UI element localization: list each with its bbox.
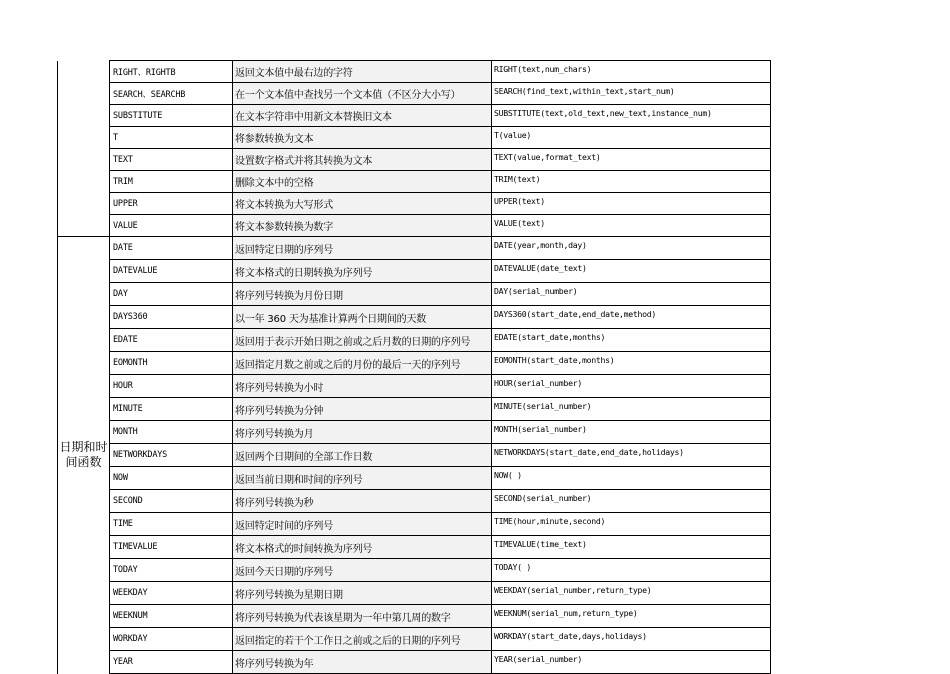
table-row <box>58 490 771 513</box>
syntax-cell[interactable]: WEEKNUM(serial_num,return_type) <box>492 605 771 628</box>
syntax-cell[interactable]: TRIM(text) <box>492 171 771 193</box>
table-row <box>58 306 771 329</box>
function-name-cell[interactable]: NETWORKDAYS <box>110 444 233 467</box>
description-cell[interactable]: 将序列号转换为代表该星期为一年中第几周的数字 <box>233 605 492 628</box>
table-row <box>58 582 771 605</box>
table-row <box>58 375 771 398</box>
table-row <box>58 260 771 283</box>
description-cell[interactable]: 将文本格式的日期转换为序列号 <box>233 260 492 283</box>
function-name-cell[interactable]: YEAR <box>110 651 233 674</box>
description-cell[interactable]: 在一个文本值中查找另一个文本值（不区分大小写） <box>233 83 492 105</box>
syntax-cell[interactable]: DAY(serial_number) <box>492 283 771 306</box>
syntax-cell[interactable]: NETWORKDAYS(start_date,end_date,holidays) <box>492 444 771 467</box>
category-cell[interactable]: 日期和时间函数 <box>58 237 110 674</box>
function-name-cell[interactable]: HOUR <box>110 375 233 398</box>
table-row <box>58 513 771 536</box>
description-cell[interactable]: 返回指定的若干个工作日之前或之后的日期的序列号 <box>233 628 492 651</box>
syntax-cell[interactable]: SEARCH(find_text,within_text,start_num) <box>492 83 771 105</box>
description-cell[interactable]: 将参数转换为文本 <box>233 127 492 149</box>
description-cell[interactable]: 返回特定日期的序列号 <box>233 237 492 260</box>
function-name-cell[interactable]: TODAY <box>110 559 233 582</box>
syntax-cell[interactable]: NOW( ) <box>492 467 771 490</box>
function-table-body <box>58 61 771 674</box>
syntax-cell[interactable]: TIMEVALUE(time_text) <box>492 536 771 559</box>
table-row <box>58 83 771 105</box>
function-name-cell[interactable]: UPPER <box>110 193 233 215</box>
table-row <box>58 628 771 651</box>
table-row <box>58 398 771 421</box>
description-cell[interactable]: 返回特定时间的序列号 <box>233 513 492 536</box>
function-name-cell[interactable]: TIMEVALUE <box>110 536 233 559</box>
description-cell[interactable]: 返回用于表示开始日期之前或之后月数的日期的序列号 <box>233 329 492 352</box>
syntax-cell[interactable]: T(value) <box>492 127 771 149</box>
description-cell[interactable]: 将序列号转换为月 <box>233 421 492 444</box>
table-row <box>58 171 771 193</box>
syntax-cell[interactable]: UPPER(text) <box>492 193 771 215</box>
function-name-cell[interactable]: SECOND <box>110 490 233 513</box>
table-row <box>58 61 771 83</box>
function-name-cell[interactable]: MONTH <box>110 421 233 444</box>
syntax-cell[interactable]: MONTH(serial_number) <box>492 421 771 444</box>
description-cell[interactable]: 将文本参数转换为数字 <box>233 215 492 237</box>
function-name-cell[interactable]: T <box>110 127 233 149</box>
description-cell[interactable]: 返回文本值中最右边的字符 <box>233 61 492 83</box>
table-row <box>58 283 771 306</box>
syntax-cell[interactable]: EOMONTH(start_date,months) <box>492 352 771 375</box>
syntax-cell[interactable]: HOUR(serial_number) <box>492 375 771 398</box>
function-name-cell[interactable]: DATE <box>110 237 233 260</box>
table-row <box>58 651 771 674</box>
function-name-cell[interactable]: WORKDAY <box>110 628 233 651</box>
syntax-cell[interactable]: DATEVALUE(date_text) <box>492 260 771 283</box>
description-cell[interactable]: 删除文本中的空格 <box>233 171 492 193</box>
function-name-cell[interactable]: DAY <box>110 283 233 306</box>
syntax-cell[interactable]: MINUTE(serial_number) <box>492 398 771 421</box>
table-row <box>58 105 771 127</box>
function-name-cell[interactable]: WEEKNUM <box>110 605 233 628</box>
function-name-cell[interactable]: DAYS360 <box>110 306 233 329</box>
syntax-cell[interactable]: TEXT(value,format_text) <box>492 149 771 171</box>
function-name-cell[interactable]: DATEVALUE <box>110 260 233 283</box>
syntax-cell[interactable]: DATE(year,month,day) <box>492 237 771 260</box>
syntax-cell[interactable]: TODAY( ) <box>492 559 771 582</box>
category-cell[interactable] <box>58 61 110 237</box>
syntax-cell[interactable]: YEAR(serial_number) <box>492 651 771 674</box>
description-cell[interactable]: 将序列号转换为年 <box>233 651 492 674</box>
function-name-cell[interactable]: VALUE <box>110 215 233 237</box>
syntax-cell[interactable]: VALUE(text) <box>492 215 771 237</box>
description-cell[interactable]: 返回当前日期和时间的序列号 <box>233 467 492 490</box>
function-name-cell[interactable]: EOMONTH <box>110 352 233 375</box>
table-row <box>58 329 771 352</box>
table-row <box>58 536 771 559</box>
description-cell[interactable]: 返回指定月数之前或之后的月份的最后一天的序列号 <box>233 352 492 375</box>
description-cell[interactable]: 将序列号转换为星期日期 <box>233 582 492 605</box>
description-cell[interactable]: 将文本转换为大写形式 <box>233 193 492 215</box>
function-name-cell[interactable]: SEARCH、SEARCHB <box>110 83 233 105</box>
syntax-cell[interactable]: DAYS360(start_date,end_date,method) <box>492 306 771 329</box>
table-row <box>58 605 771 628</box>
table-row <box>58 559 771 582</box>
table-row <box>58 193 771 215</box>
function-name-cell[interactable]: TEXT <box>110 149 233 171</box>
table-row <box>58 237 771 260</box>
function-name-cell[interactable]: WEEKDAY <box>110 582 233 605</box>
table-row <box>58 352 771 375</box>
syntax-cell[interactable]: RIGHT(text,num_chars) <box>492 61 771 83</box>
syntax-cell[interactable]: SUBSTITUTE(text,old_text,new_text,instance_num) <box>492 105 771 127</box>
description-cell[interactable]: 返回两个日期间的全部工作日数 <box>233 444 492 467</box>
function-name-cell[interactable]: MINUTE <box>110 398 233 421</box>
syntax-cell[interactable]: WEEKDAY(serial_number,return_type) <box>492 582 771 605</box>
table-row <box>58 444 771 467</box>
description-cell[interactable]: 以一年 360 天为基准计算两个日期间的天数 <box>233 306 492 329</box>
syntax-cell[interactable]: SECOND(serial_number) <box>492 490 771 513</box>
function-name-cell[interactable]: TIME <box>110 513 233 536</box>
description-cell[interactable]: 设置数字格式并将其转换为文本 <box>233 149 492 171</box>
description-cell[interactable]: 将序列号转换为秒 <box>233 490 492 513</box>
table-row <box>58 215 771 237</box>
function-name-cell[interactable]: RIGHT、RIGHTB <box>110 61 233 83</box>
description-cell[interactable]: 将序列号转换为分钟 <box>233 398 492 421</box>
syntax-cell[interactable]: WORKDAY(start_date,days,holidays) <box>492 628 771 651</box>
function-table <box>57 60 771 674</box>
table-row <box>58 467 771 490</box>
syntax-cell[interactable]: TIME(hour,minute,second) <box>492 513 771 536</box>
table-row <box>58 127 771 149</box>
description-cell[interactable]: 将文本格式的时间转换为序列号 <box>233 536 492 559</box>
description-cell[interactable]: 在文本字符串中用新文本替换旧文本 <box>233 105 492 127</box>
function-name-cell[interactable]: TRIM <box>110 171 233 193</box>
description-cell[interactable]: 将序列号转换为小时 <box>233 375 492 398</box>
description-cell[interactable]: 将序列号转换为月份日期 <box>233 283 492 306</box>
syntax-cell[interactable]: EDATE(start_date,months) <box>492 329 771 352</box>
table-row <box>58 149 771 171</box>
function-name-cell[interactable]: EDATE <box>110 329 233 352</box>
function-name-cell[interactable]: SUBSTITUTE <box>110 105 233 127</box>
function-name-cell[interactable]: NOW <box>110 467 233 490</box>
description-cell[interactable]: 返回今天日期的序列号 <box>233 559 492 582</box>
table-row <box>58 421 771 444</box>
